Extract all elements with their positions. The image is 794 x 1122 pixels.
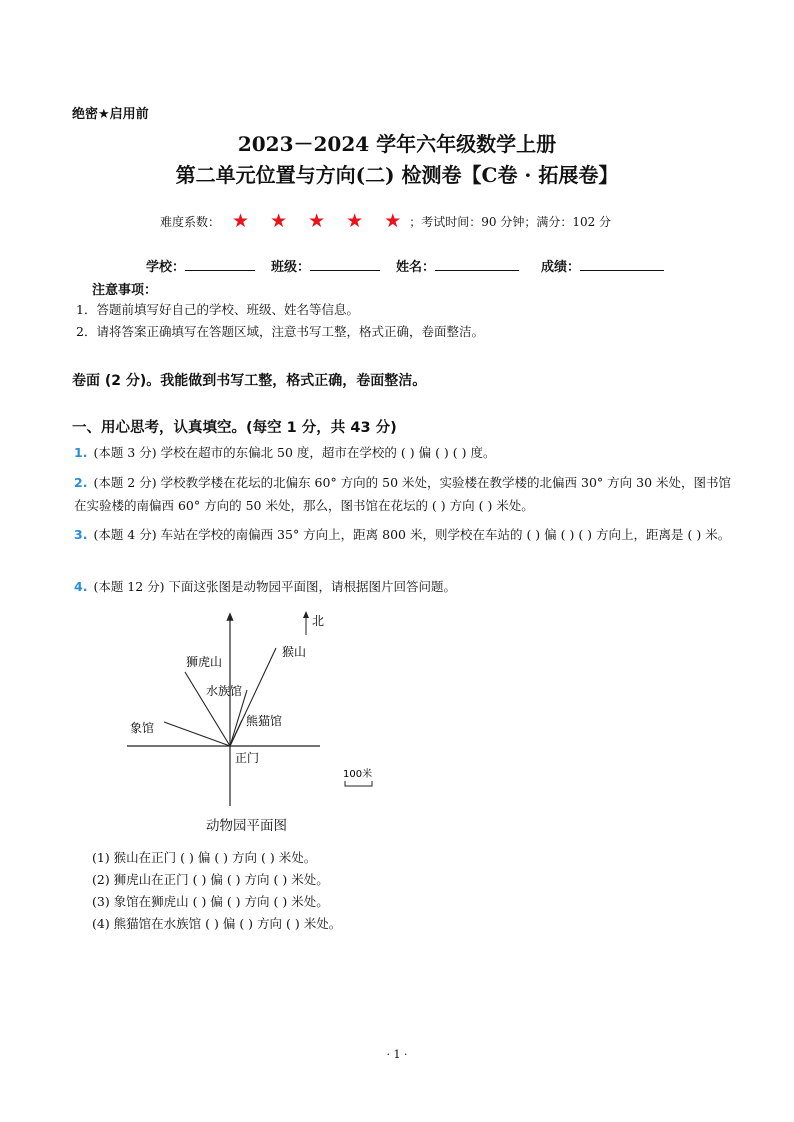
- star-icon: ★: [384, 210, 402, 232]
- question-text: (本题 2 分) 学校教学楼在花坛的北偏东 60° 方向的 50 米处，实验楼在教学楼的北偏西 30° 方向 30 米处，图书馆在实验楼的南偏西 60° 方向的 50 米处，那么，图书馆在花坛的 ( ) 方向 ( ) 米处。: [74, 475, 731, 513]
- scale-bar: [345, 781, 372, 786]
- exam-info: ；考试时间：90 分钟；满分：102 分: [409, 215, 612, 229]
- page-subtitle: 第二单元位置与方向(二) 检测卷【C卷 · 拓展卷】: [175, 163, 619, 187]
- label-gate: 正门: [235, 751, 260, 765]
- scale-label: 100米: [343, 769, 373, 780]
- school-label: 学校：: [146, 260, 186, 275]
- label-lion-tiger: 狮虎山: [186, 655, 223, 669]
- star-icon: ★: [270, 210, 288, 232]
- question-number: 3.: [74, 527, 88, 542]
- map-caption: 动物园平面图: [206, 818, 287, 834]
- label-elephant: 象馆: [130, 721, 155, 735]
- name-label: 姓名：: [396, 260, 436, 275]
- section-title: 一、用心思考，认真填空。(每空 1 分，共 43 分): [72, 420, 397, 436]
- label-panda: 熊猫馆: [246, 714, 283, 728]
- page-title: 2023－2024 学年六年级数学上册: [237, 132, 557, 156]
- question-number: 2.: [74, 475, 88, 490]
- label-aquarium: 水族馆: [206, 684, 243, 698]
- score-label: 成绩：: [541, 260, 581, 275]
- line-panda: [230, 720, 242, 746]
- question-text: (本题 3 分) 学校在超市的东偏北 50 度，超市在学校的 ( ) 偏 ( ) ( ) 度。: [93, 445, 496, 460]
- neatness-statement: 卷面 (2 分)。我能做到书写工整，格式正确，卷面整洁。: [72, 373, 427, 389]
- note-item: 1．答题前填写好自己的学校、班级、姓名等信息。: [76, 302, 359, 317]
- label-monkey: 猴山: [282, 645, 307, 659]
- sub-question-2: (2) 狮虎山在正门 ( ) 偏 ( ) 方向 ( ) 米处。: [92, 872, 329, 887]
- north-label: 北: [312, 614, 325, 628]
- confidential-label: 绝密★启用前: [72, 107, 149, 122]
- star-icon: ★: [232, 210, 250, 232]
- class-label: 班级：: [271, 260, 311, 275]
- line-aquarium: [230, 690, 247, 746]
- sub-question-4: (4) 熊猫馆在水族馆 ( ) 偏 ( ) 方向 ( ) 米处。: [92, 916, 342, 931]
- star-icon: ★: [308, 210, 326, 232]
- sub-question-1: (1) 猴山在正门 ( ) 偏 ( ) 方向 ( ) 米处。: [92, 850, 317, 865]
- question-text: (本题 4 分) 车站在学校的南偏西 35° 方向上，距离 800 米，则学校在车站的 ( ) 偏 ( ) ( ) 方向上，距离是 ( ) 米。: [93, 527, 731, 542]
- question-number: 4.: [74, 579, 88, 594]
- page-number: · 1 ·: [386, 1048, 408, 1061]
- star-icon: ★: [346, 210, 364, 232]
- note-item: 2．请将答案正确填写在答题区域，注意书写工整，格式正确，卷面整洁。: [76, 324, 484, 339]
- difficulty-label: 难度系数：: [160, 215, 221, 229]
- line-elephant: [164, 722, 230, 746]
- notes-title: 注意事项：: [92, 283, 158, 298]
- question-text: (本题 12 分) 下面这张图是动物园平面图，请根据图片回答问题。: [93, 579, 457, 594]
- sub-question-3: (3) 象馆在狮虎山 ( ) 偏 ( ) 方向 ( ) 米处。: [92, 894, 329, 909]
- question-number: 1.: [74, 445, 88, 460]
